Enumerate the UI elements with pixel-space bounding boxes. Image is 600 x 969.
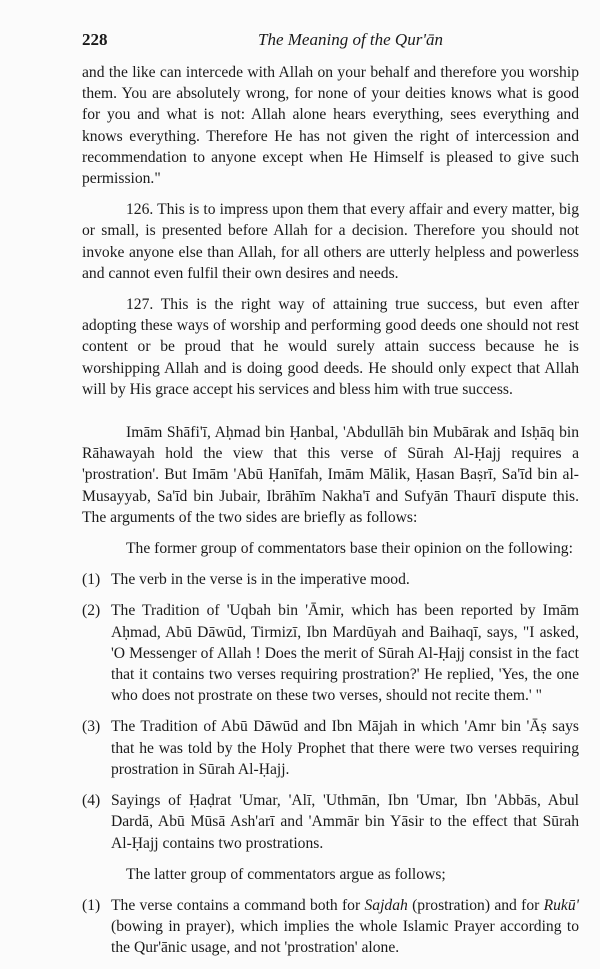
text-segment: (prostration) and for bbox=[407, 896, 544, 914]
list-item bbox=[82, 600, 579, 706]
item-number: (1) bbox=[82, 896, 101, 914]
item-text: The verb in the verse is in the imperative mood. bbox=[111, 571, 410, 589]
italic-term: Rukū' bbox=[543, 896, 579, 914]
list-item bbox=[82, 790, 579, 854]
paragraph-imams: Imām Shāfi'ī, Aḥmad bin Ḥanbal, 'Abdullāh bin Mubārak and Isḥāq bin Rāhawayah hold the view that this verse of Sūrah Al-Ḥajj requires a 'prostration'. But Imām 'Abū Ḥanīfah, Imām Mālik, Ḥasan Baṣrī, Sa'īd bin al-Musayyab, Sa'īd bin Jubair, Ibrāhīm Nakha'ī and Sufyān Thaurī dispute this. The arguments of the two sides are briefly as follows: bbox=[82, 424, 579, 526]
note-127: 127. This is the right way of attaining true success, but even after adopting these ways of worship and performing good deeds one should not rest content or be proud that he would surely attain success because he is worshipping Allah and is doing good deeds. He should only expect that Allah will by His grace accept his services and bless him with true success. bbox=[82, 296, 579, 398]
item-text: The Tradition of Abū Dāwūd and Ibn Mājah in which 'Amr bin 'Āṣ says that he was told by the Holy Prophet that there were two verses requiring prostration in Sūrah Al-Ḥajj. bbox=[111, 718, 579, 778]
page-header bbox=[82, 28, 579, 62]
note-126: 126. This is to impress upon them that every affair and every matter, big or small, is presented before Allah for a decision. Therefore you should not invoke anyone else than Allah, for all others are utterly helpless and powerless and cannot even fulfil their own desires and needs. bbox=[82, 201, 579, 282]
paragraph-continuation: and the like can intercede with Allah on your behalf and therefore you worship them. You are absolutely wrong, for none of your deities knows what is good for you and what is not: Allah alone hears everything, sees everything and knows everything. Therefore He has not given the right of intercession and recommendation to anyone except when He Himself is pleased to give such permission." bbox=[82, 64, 579, 188]
item-number: (2) bbox=[82, 602, 101, 620]
text-segment: The verse contains a command both for bbox=[111, 896, 365, 914]
book-page bbox=[82, 28, 579, 969]
page-number: 228 bbox=[82, 30, 108, 49]
former-group-intro: The former group of commentators base their opinion on the following: bbox=[126, 540, 573, 558]
list-item bbox=[82, 716, 579, 780]
item-text: The Tradition of 'Uqbah bin 'Āmir, which has been reported by Imām Aḥmad, Abū Dāwūd, Tirmizī, Ibn Mardūyah and Baihaqī, says, "I asked, 'O Messenger of Allah ! Does the merit of Sūrah Al-Ḥajj consist in the fact that it contains two verses requiring prostration?' He replied, 'Yes, the one who does not prostrate on these two verses, should not recite them.' " bbox=[111, 602, 579, 705]
item-text: Sayings of Ḥaḍrat 'Umar, 'Alī, 'Uthmān, Ibn 'Umar, Ibn 'Abbās, Abul Dardā, Abū Mūsā Ash'arī and 'Ammār bin Yāsir to the effect that Sūrah Al-Ḥajj contains two prostrations. bbox=[111, 792, 579, 852]
item-number: (3) bbox=[82, 718, 101, 736]
latter-group-intro: The latter group of commentators argue as follows; bbox=[126, 865, 446, 883]
item-text bbox=[111, 895, 579, 959]
list-item bbox=[82, 569, 579, 590]
italic-term: Sajdah bbox=[364, 896, 408, 914]
list-item bbox=[82, 895, 579, 959]
text-segment: (bowing in prayer), which implies the whole Islamic Prayer according to the Qur'ānic usage, and not 'prostration' alone. bbox=[111, 918, 579, 957]
running-title: The Meaning of the Qur'ān bbox=[258, 30, 443, 49]
item-number: (4) bbox=[82, 792, 101, 810]
item-number: (1) bbox=[82, 571, 101, 589]
